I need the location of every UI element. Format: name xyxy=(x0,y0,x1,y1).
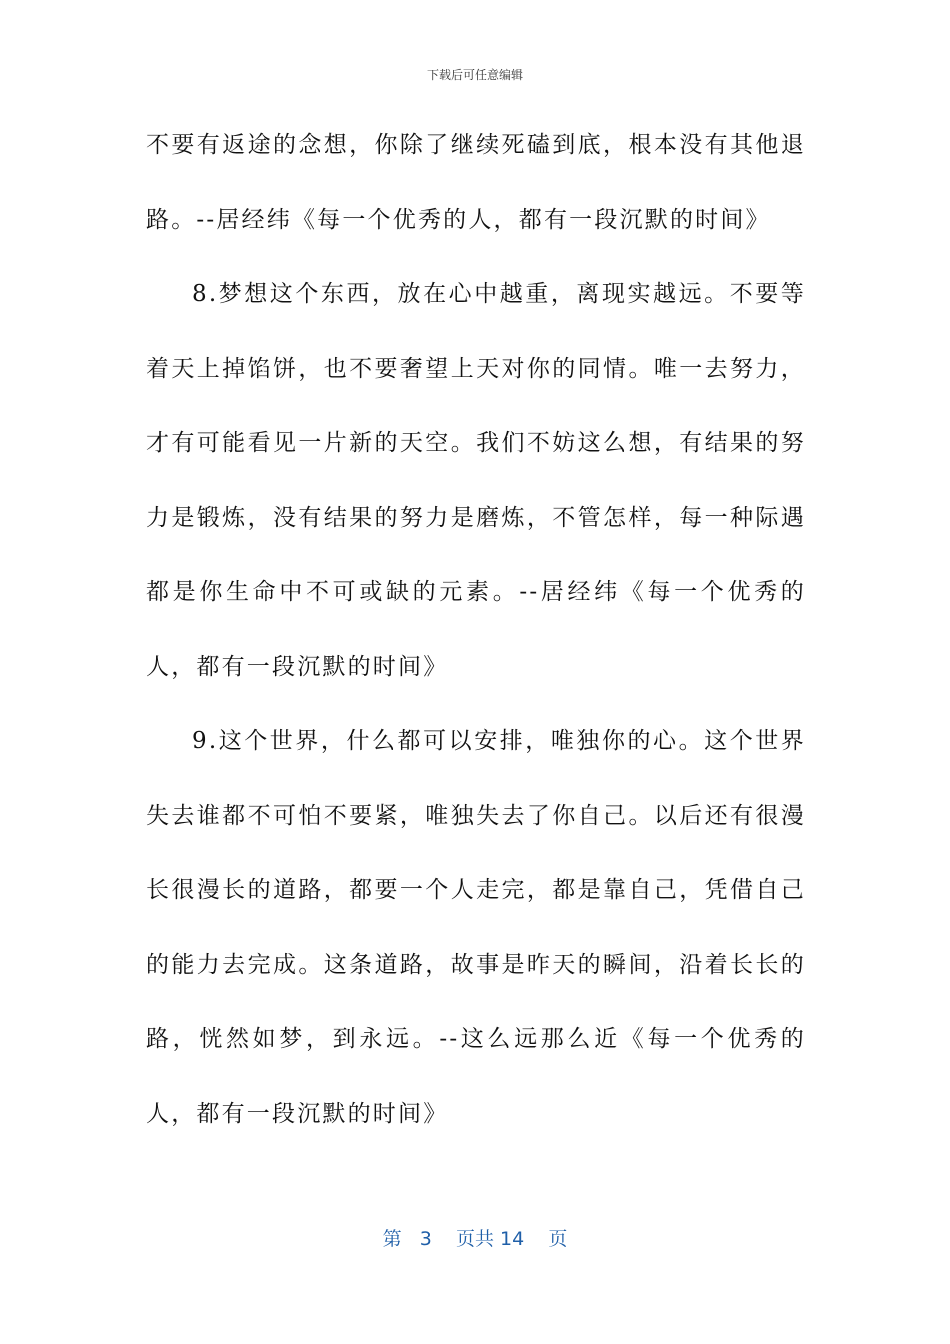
page-footer xyxy=(0,1224,950,1251)
footer-total-pages: 14 xyxy=(500,1228,525,1250)
footer-page-number: 3 xyxy=(419,1228,432,1250)
footer-page-prefix: 第 xyxy=(382,1228,402,1250)
footer-page-suffix: 页 xyxy=(548,1228,568,1250)
page-header: 下载后可任意编辑 xyxy=(426,68,523,82)
paragraph-quote-9: 9.这个世界，什么都可以安排，唯独你的心。这个世界失去谁都不可怕不要紧，唯独失去了你自己。以后还有很漫长很漫长的道路，都要一个人走完，都是靠自己，凭借自己的能力去完成。这条道路，故事是昨天的瞬间，沿着长长的路，恍然如梦，到永远。--这么远那么近《每一个优秀的人，都有一段沉默的时间》 xyxy=(146,728,806,1127)
document-body xyxy=(146,108,806,1151)
paragraph-quote-8: 8.梦想这个东西，放在心中越重，离现实越远。不要等着天上掉馅饼，也不要奢望上天对你的同情。唯一去努力，才有可能看见一片新的天空。我们不妨这么想，有结果的努力是锻炼，没有结果的努力是磨炼，不管怎样，每一种际遇都是你生命中不可或缺的元素。--居经纬《每一个优秀的人，都有一段沉默的时间》 xyxy=(146,281,806,680)
paragraph-continued: 不要有返途的念想，你除了继续死磕到底，根本没有其他退路。--居经纬《每一个优秀的人，都有一段沉默的时间》 xyxy=(146,132,806,233)
footer-total-prefix: 页共 xyxy=(455,1228,494,1250)
